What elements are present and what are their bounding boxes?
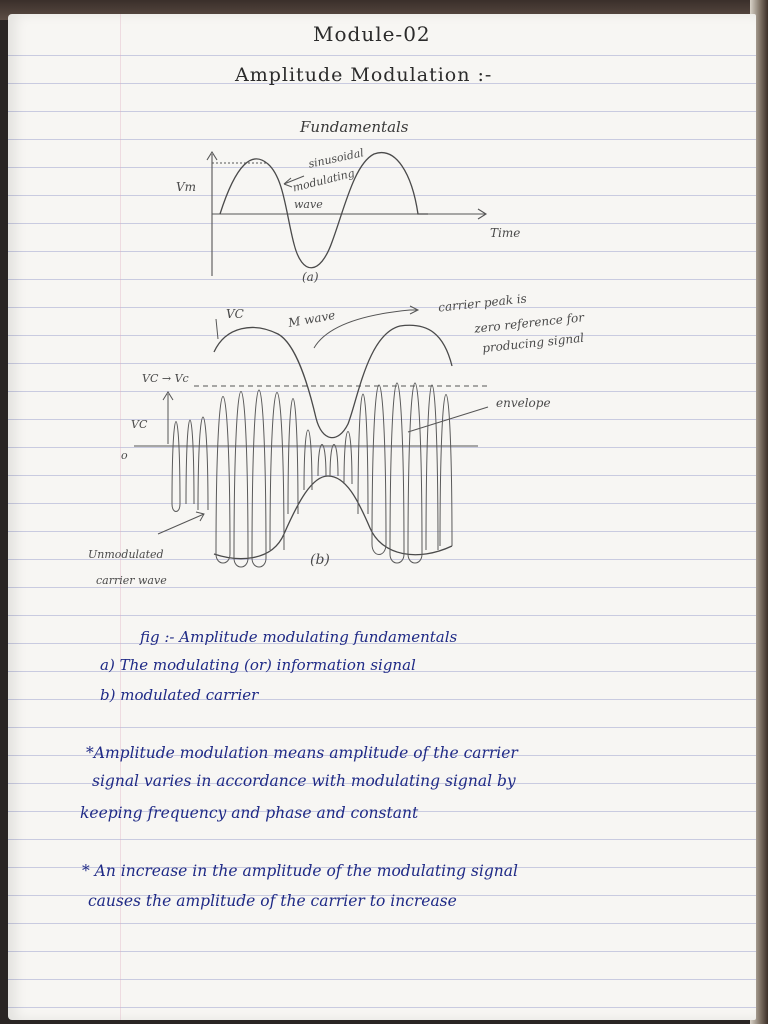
figure-b-vc-arrow-label: VC → Vc bbox=[142, 372, 189, 385]
figure-b-zero-label: o bbox=[121, 449, 128, 462]
figure-b-envelope-label: envelope bbox=[496, 396, 551, 410]
paragraph-1-line-1: *Amplitude modulation means amplitude of the carrier bbox=[86, 744, 518, 762]
figure-b-m-wave-label: M wave bbox=[287, 307, 337, 331]
figure-caption: fig :- Amplitude modulating fundamentals bbox=[140, 628, 458, 646]
paragraph-1-line-3: keeping frequency and phase and constant bbox=[80, 804, 419, 822]
note-item-a: a) The modulating (or) information signal bbox=[100, 656, 416, 674]
figure-b-unmodulated-line-2: carrier wave bbox=[96, 574, 167, 587]
notebook-page bbox=[8, 14, 756, 1020]
figure-b-upper-envelope bbox=[214, 325, 452, 437]
figure-a-x-label: Time bbox=[490, 226, 521, 240]
figure-b-vc-top-label: VC bbox=[226, 307, 244, 321]
paragraph-2-line-1: * An increase in the amplitude of the modulating signal bbox=[82, 862, 518, 880]
figure-a-y-label: Vm bbox=[176, 180, 197, 194]
figure-a-title: Fundamentals bbox=[300, 118, 409, 136]
figure-a-annotation-line-3: wave bbox=[294, 198, 323, 211]
figure-a-caption: (a) bbox=[302, 270, 319, 284]
figure-b-unmodulated-arrow bbox=[158, 514, 204, 534]
note-item-b: b) modulated carrier bbox=[100, 686, 259, 704]
figure-b-vc-mid-label: VC bbox=[131, 418, 148, 431]
paragraph-1-line-2: signal varies in accordance with modulating signal by bbox=[92, 772, 516, 790]
figure-b-carrier-note-arrow bbox=[314, 310, 418, 348]
figure-b-carrier-note-line-1: carrier peak is bbox=[437, 291, 528, 315]
module-heading: Module-02 bbox=[313, 22, 431, 46]
page-title: Amplitude Modulation :- bbox=[235, 64, 493, 86]
figure-a-annotation-line-2: modulating bbox=[291, 166, 356, 195]
figure-b-caption: (b) bbox=[310, 552, 330, 568]
figure-b-carrier-note-line-3: producing signal bbox=[481, 330, 585, 356]
paragraph-2-line-2: causes the amplitude of the carrier to increase bbox=[88, 892, 457, 910]
figure-b-carrier-note-line-2: zero reference for bbox=[473, 310, 585, 336]
figure-b-unmodulated-line-1: Unmodulated bbox=[88, 548, 164, 561]
figure-a-annotation-line-1: sinusoidal bbox=[307, 146, 365, 171]
figure-b-lower-envelope bbox=[214, 476, 452, 559]
figure-b-carrier-oscillations bbox=[172, 383, 452, 567]
